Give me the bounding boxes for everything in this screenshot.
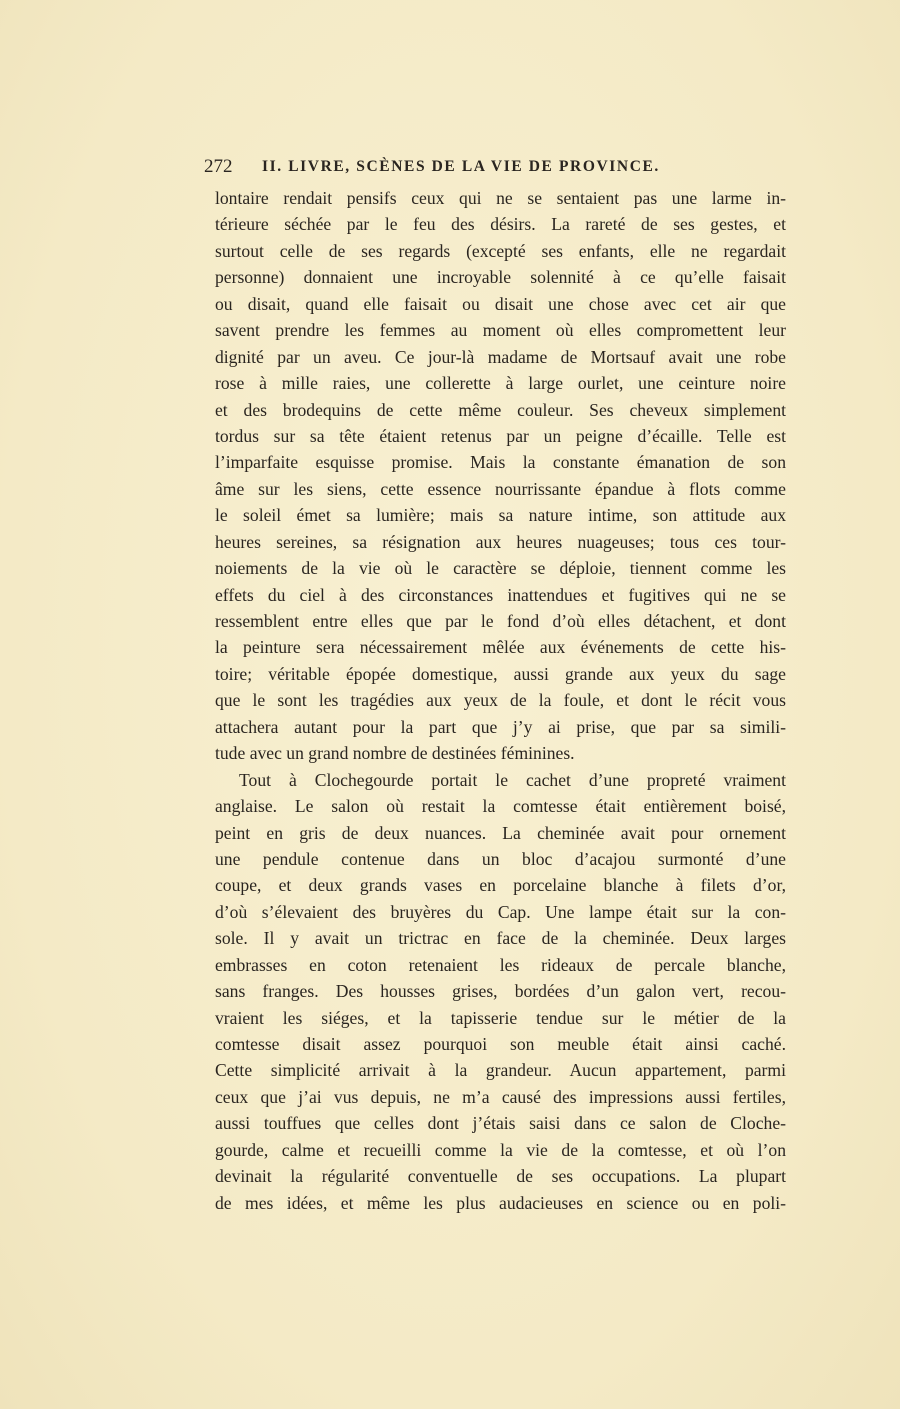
text-line [215,1057,786,1083]
text-line [215,1031,786,1057]
text-line-content: de mes idées, et même les plus audacieuses en science ou en poli- [215,1192,786,1213]
text-line-content: une pendule contenue dans un bloc d’acajou surmonté d’une [215,848,786,869]
text-line [215,264,786,290]
text-line-content: anglaise. Le salon où restait la comtesse était entièrement boisé, [215,796,786,817]
text-line-content: effets du ciel à des circonstances inattendues et fugitives qui ne se [215,584,786,605]
text-line-content: heures sereines, sa résignation aux heures nuageuses; tous ces tour- [215,531,786,552]
text-line-content: Cette simplicité arrivait à la grandeur. Aucun appartement, parmi [215,1060,786,1081]
text-line [215,555,786,581]
page-number: 272 [204,156,233,177]
text-line-content: toire; véritable épopée domestique, aussi grande aux yeux du sage [215,663,786,684]
text-line-content: térieure séchée par le feu des désirs. La rareté de ses gestes, et [215,214,786,235]
text-line-content: comtesse disait assez pourquoi son meuble était ainsi caché. [215,1034,786,1054]
text-line-content: surtout celle de ses regards (excepté ses enfants, elle ne regardait [215,240,786,261]
text-line [215,423,786,449]
text-line-content: tude avec un grand nombre de destinées féminines. [215,743,575,764]
text-line-content: attachera autant pour la part que j’y ai prise, que par sa simili- [215,716,786,737]
text-line-content: devinait la régularité conventuelle de ses occupations. La plupart [215,1166,786,1187]
text-line [215,1190,786,1216]
text-line [215,185,786,211]
text-line [215,238,786,264]
text-line [215,899,786,925]
text-line [215,661,786,687]
text-line [215,872,786,898]
text-line [215,793,786,819]
text-line [215,397,786,423]
text-line-content: et des brodequins de cette même couleur. Ses cheveux simplement [215,399,786,420]
text-line [215,502,786,528]
text-line-content: embrasses en coton retenaient les rideaux de percale blanche, [215,954,786,975]
text-line-content: d’où s’élevaient des bruyères du Cap. Une lampe était sur la con- [215,901,786,922]
text-line [215,846,786,872]
text-line [215,1163,786,1189]
text-line [215,1137,786,1163]
text-line-content: âme sur les siens, cette essence nourrissante épandue à flots comme [215,478,786,499]
text-line-content: dignité par un aveu. Ce jour-là madame de Mortsauf avait une robe [215,346,786,367]
text-line-content: aussi touffues que celles dont j’étais saisi dans ce salon de Cloche- [215,1113,786,1134]
text-line [215,1084,786,1110]
text-line-content: Tout à Clochegourde portait le cachet d’une propreté vraiment [239,769,786,790]
text-line [215,687,786,713]
text-line-content: sole. Il y avait un trictrac en face de la cheminée. Deux larges [215,928,786,949]
text-line-content: coupe, et deux grands vases en porcelaine blanche à filets d’or, [215,875,786,896]
text-line [215,634,786,660]
text-line-content: l’imparfaite esquisse promise. Mais la constante émanation de son [215,452,786,473]
text-line-content: le soleil émet sa lumière; mais sa nature intime, son attitude aux [215,505,786,526]
text-line-content: tordus sur sa tête étaient retenus par un peigne d’écaille. Telle est [215,425,786,446]
text-line-content: lontaire rendait pensifs ceux qui ne se sentaient pas une larme in- [215,188,786,208]
text-line-content: ceux que j’ai vus depuis, ne m’a causé des impressions aussi fertiles, [215,1086,786,1107]
text-line-content: savent prendre les femmes au moment où elles compromettent leur [215,320,786,341]
text-line [215,925,786,951]
text-line-content: personne) donnaient une incroyable solennité à ce qu’elle faisait [215,267,786,288]
text-line-content: ou disait, quand elle faisait ou disait une chose avec cet air que [215,293,786,314]
text-line [215,978,786,1004]
text-line [215,529,786,555]
text-line-content: que le sont les tragédies aux yeux de la foule, et dont le récit vous [215,690,786,711]
text-line-content: vraient les siéges, et la tapisserie tendue sur le métier de la [215,1007,786,1028]
text-line-content: sans franges. Des housses grises, bordées d’un galon vert, recou- [215,981,786,1002]
text-line-content: la peinture sera nécessairement mêlée aux événements de cette his- [215,637,786,658]
text-line-content: peint en gris de deux nuances. La cheminée avait pour ornement [215,822,786,843]
text-line [215,476,786,502]
text-line [215,370,786,396]
text-line [215,449,786,475]
text-line [215,582,786,608]
page-header [204,156,786,182]
text-line [215,714,786,740]
text-line-content: gourde, calme et recueilli comme la vie de la comtesse, et où l’on [215,1139,786,1160]
text-line [215,317,786,343]
text-line [215,344,786,370]
text-line [215,740,786,766]
running-title: II. LIVRE, SCÈNES DE LA VIE DE PROVINCE. [262,158,660,175]
text-line [215,820,786,846]
text-line-content: noiements de la vie où le caractère se déploie, tiennent comme les [215,558,786,579]
text-line [215,1110,786,1136]
text-line-content: ressemblent entre elles que par le fond d’où elles détachent, et dont [215,611,786,631]
text-line [215,1005,786,1031]
text-line [215,767,786,793]
text-line [215,952,786,978]
body-text [215,185,786,1216]
text-line-content: rose à mille raies, une collerette à large ourlet, une ceinture noire [215,373,786,394]
text-line [215,291,786,317]
text-line [215,608,786,634]
text-line [215,211,786,237]
